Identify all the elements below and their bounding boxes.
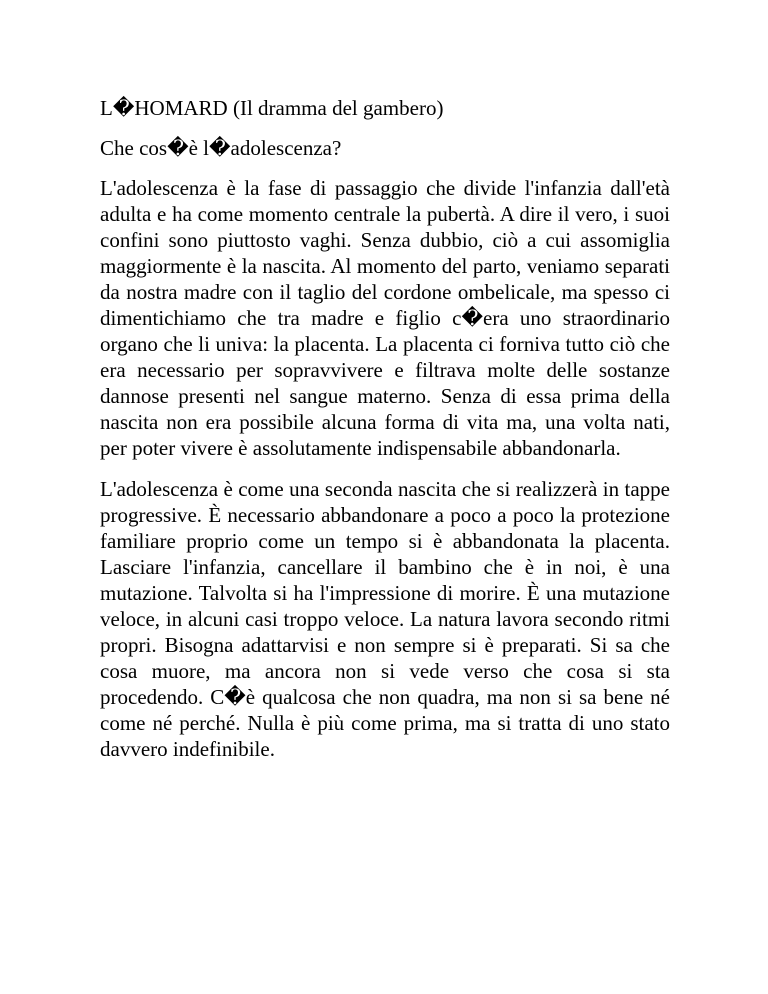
document-question: Che cos�è l�adolescenza?: [100, 136, 342, 160]
document-page: [100, 95, 670, 777]
paragraph-2: L'adolescenza è come una seconda nascita che si realizzerà in tappe progressive. È necessario abbandonare a poco a poco la protezione familiare proprio come un tempo si è abbandonata la placenta. Lasciare l'infanzia, cancellare il bambino che è in noi, è una mutazione. Talvolta si ha l'impressione di morire. È una mutazione veloce, in alcuni casi troppo veloce. La natura lavora secondo ritmi propri. Bisogna adattarvisi e non sempre si è preparati. Si sa che cosa muore, ma ancora non si vede verso che cosa si sta procedendo. C�è qualcosa che non quadra, ma non si sa bene né come né perché. Nulla è più come prima, ma si tratta di uno stato davvero indefinibile.: [100, 477, 670, 761]
document-title: L�HOMARD (Il dramma del gambero): [100, 96, 444, 120]
paragraph-1: L'adolescenza è la fase di passaggio che divide l'infanzia dall'età adulta e ha come momento centrale la pubertà. A dire il vero, i suoi confini sono piuttosto vaghi. Senza dubbio, ciò a cui assomiglia maggiormente è la nascita. Al momento del parto, veniamo separati da nostra madre con il taglio del cordone ombelicale, ma spesso ci dimentichiamo che tra madre e figlio c�era uno straordinario organo che li univa: la placenta. La placenta ci forniva tutto ciò che era necessario per sopravvivere e filtrava molte delle sostanze dannose presenti nel sangue materno. Senza di essa prima della nascita non era possibile alcuna forma di vita ma, una volta nati, per poter vivere è assolutamente indispensabile abbandonarla.: [100, 176, 670, 460]
